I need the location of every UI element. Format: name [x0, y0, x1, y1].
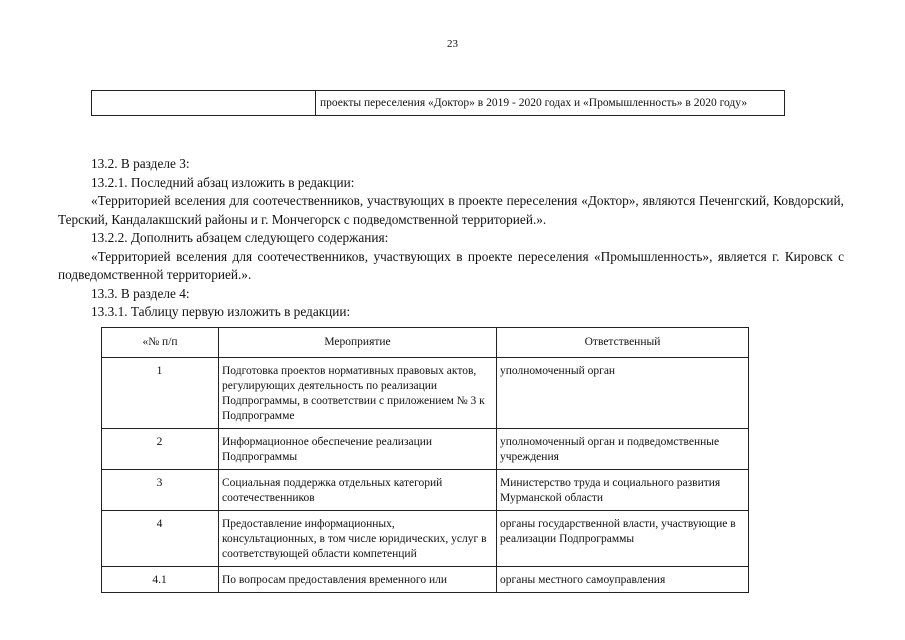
- subsection-13-2-2: 13.2.2. Дополнить абзацем следующего содержания:: [91, 230, 389, 245]
- table-row: [102, 511, 749, 567]
- row-responsible: органы местного самоуправления: [497, 567, 749, 593]
- row-responsible: органы государственной власти, участвующие в реализации Подпрограммы: [497, 511, 749, 567]
- row-responsible: уполномоченный орган и подведомственные учреждения: [497, 429, 749, 470]
- table-row: [102, 358, 749, 429]
- table-cell-text: проекты переселения «Доктор» в 2019 - 2020 годах и «Промышленность» в 2020 году»: [316, 91, 785, 116]
- row-event: Социальная поддержка отдельных категорий соотечественников: [219, 470, 497, 511]
- row-number: 1: [102, 358, 219, 429]
- row-event: По вопросам предоставления временного или: [219, 567, 497, 593]
- table-header-row: [102, 328, 749, 358]
- table-row: [102, 429, 749, 470]
- row-event: Информационное обеспечение реализации Подпрограммы: [219, 429, 497, 470]
- row-responsible: уполномоченный орган: [497, 358, 749, 429]
- table-row: [102, 567, 749, 593]
- row-number: 2: [102, 429, 219, 470]
- measures-table: [101, 327, 749, 593]
- header-responsible: Ответственный: [497, 328, 749, 358]
- table-cell-empty: [92, 91, 316, 116]
- row-event: Подготовка проектов нормативных правовых актов, регулирующих деятельность по реализации Подпрограммы, в соответствии с приложением № 3 к Подпрограмме: [219, 358, 497, 429]
- page-number: 23: [447, 38, 458, 50]
- section-heading-13-3: 13.3. В разделе 4:: [91, 285, 190, 301]
- section-heading-13-2: 13.2. В разделе 3:: [91, 156, 190, 171]
- row-event: Предоставление информационных, консультационных, в том числе юридических, услуг в соответствующей области компетенций: [219, 511, 497, 567]
- quoted-paragraph-doctor: «Территорией вселения для соотечественников, участвующих в проекте переселения «Доктор», являются Печенгский, Ковдорский, Терский, Кандалакшский районы и г. Мончегорск с подведомственной территорией.».: [58, 193, 844, 227]
- row-number: 4.1: [102, 567, 219, 593]
- row-number: 4: [102, 511, 219, 567]
- header-number: «№ п/п: [102, 328, 219, 358]
- header-event: Мероприятие: [219, 328, 497, 358]
- quoted-paragraph-industry: «Территорией вселения для соотечественников, участвующих в проекте переселения «Промышленность», является г. Кировск с подведомственной территорией.».: [58, 248, 844, 282]
- row-responsible: Министерство труда и социального развития Мурманской области: [497, 470, 749, 511]
- document-body: [58, 155, 844, 322]
- subsection-13-3-1: 13.3.1. Таблицу первую изложить в редакции:: [91, 304, 351, 319]
- table-row: [102, 470, 749, 511]
- table-row: [92, 91, 785, 116]
- row-number: 3: [102, 470, 219, 511]
- continuation-table: [91, 90, 785, 116]
- subsection-13-2-1: 13.2.1. Последний абзац изложить в редакции:: [91, 174, 355, 190]
